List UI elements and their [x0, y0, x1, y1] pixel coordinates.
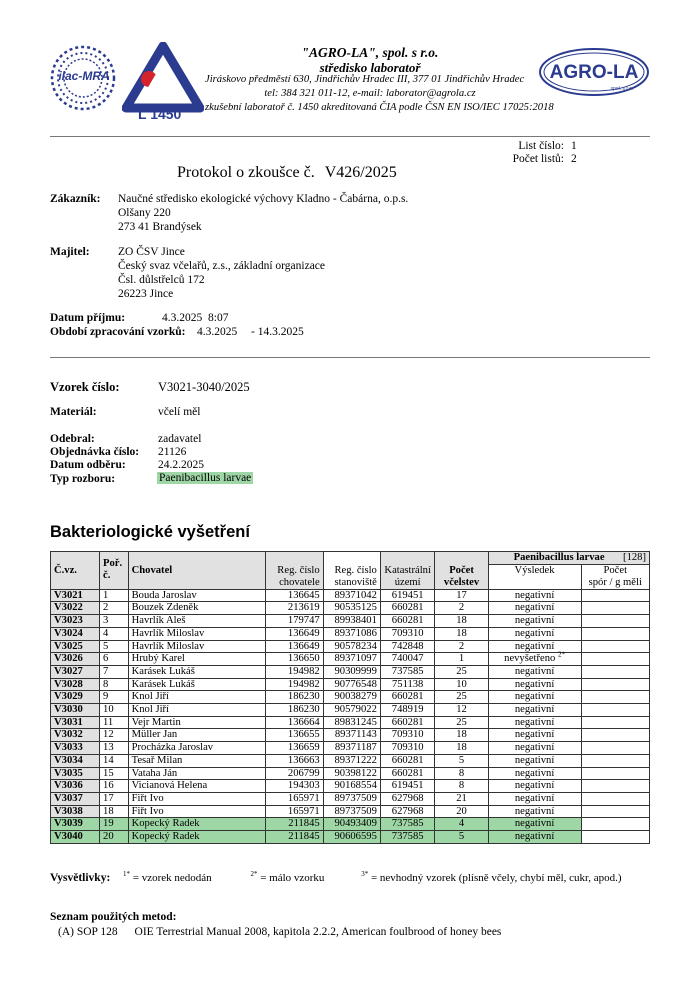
cell-result: negativní: [488, 678, 581, 691]
cell-breeder-reg: 179747: [266, 615, 323, 628]
cell-spore-count: [581, 704, 649, 717]
cell-spore-count: [581, 691, 649, 704]
cell-spore-count: [581, 640, 649, 653]
table-row: [51, 665, 650, 678]
processing-period-label: Období zpracování vzorků:: [50, 326, 186, 338]
cell-cadastral: 660281: [380, 767, 435, 780]
cell-breeder-reg: 136650: [266, 653, 323, 666]
cell-spore-count: [581, 653, 649, 666]
accreditation-note: zkušební laboratoř č. 1450 akreditovaná ČIA podle ČSN EN ISO/IEC 17025:2018: [205, 102, 554, 113]
cell-cadastral: 709310: [380, 729, 435, 742]
cell-breeder-reg: 194303: [266, 780, 323, 793]
col-header-spore-count: Počet spór / g měli: [581, 564, 649, 589]
cell-breeder-reg: 213619: [266, 602, 323, 615]
protocol-number: V426/2025: [324, 164, 397, 181]
cell-order: 6: [100, 653, 129, 666]
group-header-name: Paenibacillus larvae: [513, 552, 605, 563]
sample-number-label: Vzorek číslo:: [50, 380, 120, 394]
cell-spore-count: [581, 831, 649, 844]
table-row: [51, 589, 650, 602]
cell-order: 3: [100, 615, 129, 628]
cell-breeder: Tesař Milan: [128, 754, 266, 767]
cell-site-reg: 89371097: [323, 653, 380, 666]
cell-colonies: 12: [435, 704, 488, 717]
page-count-value: 2: [571, 153, 577, 165]
legend-text: = vzorek nedodán: [132, 872, 212, 884]
cell-order: 12: [100, 729, 129, 742]
receipt-date-label: Datum příjmu:: [50, 312, 126, 324]
lab-number-logo-text: L 1450: [138, 106, 182, 122]
cell-breeder: Müller Jan: [128, 729, 266, 742]
cell-result: negativní: [488, 589, 581, 602]
cell-breeder-reg: 186230: [266, 691, 323, 704]
cell-sample-number: V3022: [51, 602, 100, 615]
cell-sample-number: V3036: [51, 780, 100, 793]
cell-order: 13: [100, 742, 129, 755]
cell-breeder-reg: 194982: [266, 678, 323, 691]
protocol-title-text: Protokol o zkoušce č.: [177, 164, 315, 181]
cell-breeder-reg: 211845: [266, 831, 323, 844]
sample-number-value: V3021-3040/2025: [158, 380, 250, 394]
cell-sample-number: V3030: [51, 704, 100, 717]
methods-title: Seznam použitých metod:: [50, 911, 177, 923]
cell-cadastral: 660281: [380, 602, 435, 615]
cell-order: 20: [100, 831, 129, 844]
cell-sample-number: V3028: [51, 678, 100, 691]
owner-label: Majitel:: [50, 246, 90, 258]
cell-sample-number: V3039: [51, 818, 100, 831]
cell-spore-count: [581, 589, 649, 602]
cell-order: 18: [100, 805, 129, 818]
order-number-label: Objednávka číslo:: [50, 446, 140, 458]
cell-site-reg: 89371143: [323, 729, 380, 742]
cell-result: negativní: [488, 818, 581, 831]
cell-colonies: 18: [435, 742, 488, 755]
cell-result: negativní: [488, 831, 581, 844]
cell-spore-count: [581, 615, 649, 628]
cell-result: negativní: [488, 627, 581, 640]
cell-result: negativní: [488, 729, 581, 742]
owner-line: Český svaz včelařů, z.s., základní organizace: [118, 260, 326, 272]
cell-order: 2: [100, 602, 129, 615]
section-title: Bakteriologické vyšetření: [50, 523, 250, 541]
cell-breeder-reg: 136663: [266, 754, 323, 767]
table-row: [51, 780, 650, 793]
cell-site-reg: 90398122: [323, 767, 380, 780]
cell-site-reg: 89371222: [323, 754, 380, 767]
cell-cadastral: 660281: [380, 691, 435, 704]
cell-result: nevyšetřeno $^{2*}$: [488, 653, 581, 666]
cell-colonies: 18: [435, 729, 488, 742]
cell-result: negativní: [488, 742, 581, 755]
col-header-site-reg: Reg. číslo stanoviště: [323, 552, 380, 590]
cell-breeder: Fiřt Ivo: [128, 792, 266, 805]
cell-breeder-reg: 136659: [266, 742, 323, 755]
cell-breeder-reg: 136645: [266, 589, 323, 602]
cell-spore-count: [581, 627, 649, 640]
cell-sample-number: V3033: [51, 742, 100, 755]
analysis-type-value: Paenibacillus larvae: [159, 472, 252, 484]
cell-result: negativní: [488, 615, 581, 628]
list-number-label: List číslo:: [518, 140, 564, 152]
order-number-value: 21126: [158, 446, 187, 458]
cell-colonies: 8: [435, 767, 488, 780]
table-header-row: [51, 552, 650, 565]
owner-line: ZO ČSV Jince: [118, 246, 185, 258]
cell-sample-number: V3032: [51, 729, 100, 742]
cell-spore-count: [581, 780, 649, 793]
cell-breeder: Havrlík Aleš: [128, 615, 266, 628]
col-header-result: Výsledek: [488, 564, 581, 589]
cell-order: 10: [100, 704, 129, 717]
col-group-paenibacillus: [488, 552, 649, 565]
cell-result: negativní: [488, 640, 581, 653]
taken-by-label: Odebral:: [50, 433, 95, 445]
customer-line: Naučné středisko ekologické výchovy Kladno - Čabárna, o.p.s.: [118, 193, 409, 205]
company-contact: tel: 384 321 011-12, e-mail: laborator@agrola.cz: [264, 88, 476, 99]
cell-sample-number: V3037: [51, 792, 100, 805]
sampling-date-value: 24.2.2025: [158, 459, 204, 471]
col-header-breeder: Chovatel: [128, 552, 266, 590]
cell-site-reg: 90168554: [323, 780, 380, 793]
cell-breeder: Vicianová Helena: [128, 780, 266, 793]
cell-site-reg: 90493409: [323, 818, 380, 831]
owner-line: Čsl. důlstřelců 172: [118, 274, 205, 286]
cell-breeder: Fiřt Ivo: [128, 805, 266, 818]
cell-colonies: 18: [435, 627, 488, 640]
cell-colonies: 5: [435, 754, 488, 767]
method-code: (A) SOP 128: [58, 926, 118, 938]
legend-mark: 2*: [250, 870, 258, 879]
table-row: [51, 602, 650, 615]
cell-cadastral: 627968: [380, 805, 435, 818]
cell-site-reg: 89371042: [323, 589, 380, 602]
table-row: [51, 767, 650, 780]
cell-breeder: Procházka Jaroslav: [128, 742, 266, 755]
cell-cadastral: 619451: [380, 589, 435, 602]
table-row: [51, 704, 650, 717]
cell-spore-count: [581, 716, 649, 729]
table-row: [51, 653, 650, 666]
processing-period-from: 4.3.2025: [197, 326, 238, 338]
cell-spore-count: [581, 754, 649, 767]
cell-site-reg: 90038279: [323, 691, 380, 704]
cell-cadastral: 660281: [380, 754, 435, 767]
cell-breeder-reg: 165971: [266, 792, 323, 805]
table-row: [51, 818, 650, 831]
cell-colonies: 4: [435, 818, 488, 831]
cell-colonies: 2: [435, 640, 488, 653]
cell-breeder: Bouzek Zdeněk: [128, 602, 266, 615]
col-header-breeder-reg: Reg. číslo chovatele: [266, 552, 323, 590]
material-value: včelí měl: [158, 406, 201, 418]
cell-site-reg: 90535125: [323, 602, 380, 615]
results-table: [50, 551, 650, 844]
cell-site-reg: 89737509: [323, 792, 380, 805]
cell-breeder: Karásek Lukáš: [128, 665, 266, 678]
cell-order: 7: [100, 665, 129, 678]
cell-result: negativní: [488, 780, 581, 793]
agrola-logo-subtext: spol. s r.o.: [610, 86, 634, 92]
cell-colonies: 1: [435, 653, 488, 666]
cell-breeder: Knol Jiří: [128, 704, 266, 717]
cell-cadastral: 742848: [380, 640, 435, 653]
table-row: [51, 805, 650, 818]
table-row: [51, 754, 650, 767]
cell-cadastral: 627968: [380, 792, 435, 805]
cell-colonies: 10: [435, 678, 488, 691]
cell-cadastral: 660281: [380, 615, 435, 628]
cell-order: 17: [100, 792, 129, 805]
legend-label: Vysvětlivky:: [50, 872, 111, 884]
cell-site-reg: 89938401: [323, 615, 380, 628]
cell-spore-count: [581, 742, 649, 755]
cell-result: negativní: [488, 805, 581, 818]
cell-site-reg: 89737509: [323, 805, 380, 818]
cell-breeder: Vejr Martin: [128, 716, 266, 729]
cell-breeder-reg: 186230: [266, 704, 323, 717]
cell-spore-count: [581, 678, 649, 691]
cell-site-reg: 90606595: [323, 831, 380, 844]
cell-breeder-reg: 136649: [266, 640, 323, 653]
cell-site-reg: 90776548: [323, 678, 380, 691]
cell-breeder: Havrlík Miloslav: [128, 640, 266, 653]
cell-site-reg: 90579022: [323, 704, 380, 717]
table-row: [51, 716, 650, 729]
cell-sample-number: V3024: [51, 627, 100, 640]
result-footnote-mark: 2*: [557, 650, 565, 659]
table-row: [51, 742, 650, 755]
department-name: středisko laboratoř: [319, 60, 421, 75]
table-row: [51, 729, 650, 742]
protocol-title: [177, 164, 397, 182]
receipt-time: 8:07: [208, 312, 229, 324]
cell-breeder-reg: 165971: [266, 805, 323, 818]
cell-colonies: 2: [435, 602, 488, 615]
cell-sample-number: V3027: [51, 665, 100, 678]
cell-cadastral: 748919: [380, 704, 435, 717]
cell-result: negativní: [488, 665, 581, 678]
cell-site-reg: 89371086: [323, 627, 380, 640]
cell-cadastral: 660281: [380, 716, 435, 729]
cell-result: negativní: [488, 767, 581, 780]
taken-by-value: zadavatel: [158, 433, 202, 445]
cell-site-reg: 90578234: [323, 640, 380, 653]
cell-breeder-reg: 211845: [266, 818, 323, 831]
table-row: [51, 831, 650, 844]
receipt-date: 4.3.2025: [162, 312, 203, 324]
legend: [50, 872, 622, 884]
cell-sample-number: V3029: [51, 691, 100, 704]
cell-cadastral: 737585: [380, 818, 435, 831]
cell-breeder-reg: 136649: [266, 627, 323, 640]
ilac-logo-text: ilac-MRA: [58, 69, 110, 83]
cell-order: 8: [100, 678, 129, 691]
cell-sample-number: V3035: [51, 767, 100, 780]
cell-result: negativní: [488, 602, 581, 615]
cell-sample-number: V3031: [51, 716, 100, 729]
cell-breeder: Bouda Jaroslav: [128, 589, 266, 602]
processing-period-to: - 14.3.2025: [251, 326, 304, 338]
customer-label: Zákazník:: [50, 193, 101, 205]
cell-order: 4: [100, 627, 129, 640]
cell-colonies: 20: [435, 805, 488, 818]
legend-mark: 3*: [361, 870, 369, 879]
cell-colonies: 25: [435, 691, 488, 704]
cell-spore-count: [581, 729, 649, 742]
col-header-sample: Č.vz.: [51, 552, 100, 590]
cell-spore-count: [581, 818, 649, 831]
cell-order: 1: [100, 589, 129, 602]
table-row: [51, 627, 650, 640]
company-address: Jiráskovo předměstí 630, Jindřichův Hradec III, 377 01 Jindřichův Hradec: [205, 74, 525, 85]
cell-result: negativní: [488, 716, 581, 729]
col-header-order: Poř. č.: [100, 552, 129, 590]
legend-text: = málo vzorku: [260, 872, 325, 884]
cell-breeder-reg: 136664: [266, 716, 323, 729]
cell-order: 11: [100, 716, 129, 729]
legend-mark: 1*: [123, 870, 131, 879]
cell-spore-count: [581, 805, 649, 818]
cell-cadastral: 619451: [380, 780, 435, 793]
col-header-cadastral: Katastrální území: [380, 552, 435, 590]
cell-colonies: 18: [435, 615, 488, 628]
cell-cadastral: 709310: [380, 627, 435, 640]
agrola-logo: [538, 46, 650, 98]
cell-site-reg: 90309999: [323, 665, 380, 678]
cell-spore-count: [581, 602, 649, 615]
cell-order: 9: [100, 691, 129, 704]
cell-sample-number: V3025: [51, 640, 100, 653]
cell-colonies: 5: [435, 831, 488, 844]
cell-breeder: Hrubý Karel: [128, 653, 266, 666]
cell-sample-number: V3034: [51, 754, 100, 767]
cell-result: negativní: [488, 792, 581, 805]
info-divider: [50, 357, 650, 358]
cell-sample-number: V3021: [51, 589, 100, 602]
cell-site-reg: 89831245: [323, 716, 380, 729]
cell-colonies: 25: [435, 665, 488, 678]
cell-order: 16: [100, 780, 129, 793]
agrola-logo-text: AGRO-LA: [549, 62, 639, 83]
cell-order: 5: [100, 640, 129, 653]
cell-colonies: 8: [435, 780, 488, 793]
table-row: [51, 691, 650, 704]
cell-breeder: Kopecký Radek: [128, 831, 266, 844]
cell-breeder-reg: 136655: [266, 729, 323, 742]
list-number-value: 1: [571, 140, 577, 152]
company-name: "AGRO-LA", spol. s r.o.: [301, 45, 439, 60]
material-label: Materiál:: [50, 406, 97, 418]
cell-result: negativní: [488, 691, 581, 704]
cell-breeder-reg: 206799: [266, 767, 323, 780]
customer-line: Olšany 220: [118, 207, 171, 219]
legend-text: = nevhodný vzorek (plísně včely, chybí měl, cukr, apod.): [370, 872, 622, 884]
cell-spore-count: [581, 792, 649, 805]
cell-colonies: 17: [435, 589, 488, 602]
cell-sample-number: V3026: [51, 653, 100, 666]
cell-sample-number: V3038: [51, 805, 100, 818]
cell-cadastral: 740047: [380, 653, 435, 666]
cell-sample-number: V3023: [51, 615, 100, 628]
header-divider: [50, 136, 650, 137]
cell-cadastral: 751138: [380, 678, 435, 691]
cell-order: 14: [100, 754, 129, 767]
cell-result: negativní: [488, 754, 581, 767]
table-row: [51, 615, 650, 628]
cell-cadastral: 737585: [380, 665, 435, 678]
method-description: OIE Terrestrial Manual 2008, kapitola 2.2.2, American foulbrood of honey bees: [134, 926, 502, 938]
cell-colonies: 21: [435, 792, 488, 805]
cell-breeder: Vataha Ján: [128, 767, 266, 780]
cell-order: 15: [100, 767, 129, 780]
table-row: [51, 678, 650, 691]
customer-line: 273 41 Brandýsek: [118, 221, 202, 233]
cell-breeder: Knol Jiří: [128, 691, 266, 704]
cell-breeder: Havrlík Miloslav: [128, 627, 266, 640]
cell-breeder: Karásek Lukáš: [128, 678, 266, 691]
cell-spore-count: [581, 665, 649, 678]
page-count-label: Počet listů:: [512, 153, 564, 165]
cell-order: 19: [100, 818, 129, 831]
cell-site-reg: 89371187: [323, 742, 380, 755]
cell-breeder-reg: 194982: [266, 665, 323, 678]
sampling-date-label: Datum odběru:: [50, 459, 126, 471]
col-header-colonies: Počet včelstev: [435, 552, 488, 590]
cell-sample-number: V3040: [51, 831, 100, 844]
cell-colonies: 25: [435, 716, 488, 729]
cell-spore-count: [581, 767, 649, 780]
method-item: [58, 926, 501, 938]
cell-breeder: Kopecký Radek: [128, 818, 266, 831]
cell-result: negativní: [488, 704, 581, 717]
cell-cadastral: 737585: [380, 831, 435, 844]
owner-line: 26223 Jince: [118, 288, 174, 300]
table-row: [51, 792, 650, 805]
analysis-type-label: Typ rozboru:: [50, 473, 116, 485]
cell-cadastral: 709310: [380, 742, 435, 755]
group-header-code: [128]: [623, 552, 646, 563]
